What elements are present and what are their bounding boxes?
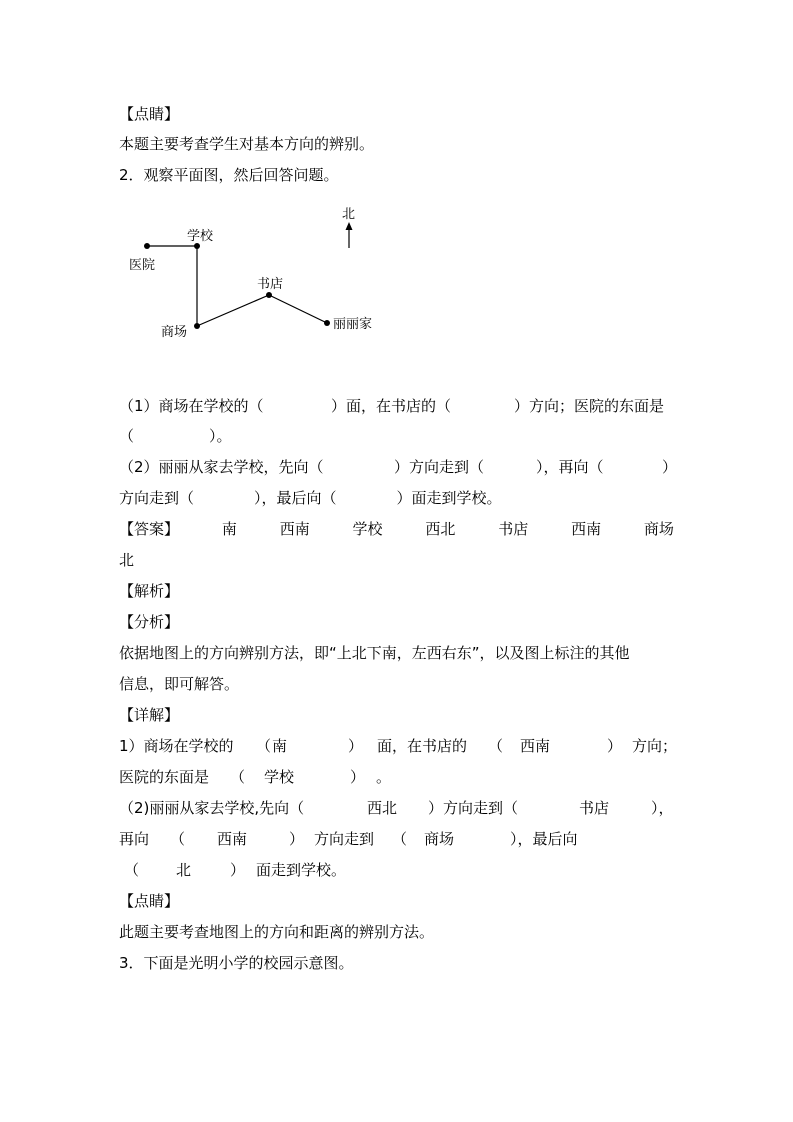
detail-r1-answer: 南 bbox=[272, 737, 288, 755]
answer-row bbox=[119, 519, 674, 539]
q2-line2: 方向走到（ ），最后向（ ）面走到学校。 bbox=[119, 489, 502, 507]
comment-body: 此题主要考查地图上的方向和距离的辨别方法。 bbox=[119, 923, 435, 941]
detail-r3-text: （2)丽丽从家去学校,先向（ bbox=[119, 799, 305, 817]
detail-r2-text: 医院的东面是 bbox=[119, 768, 210, 786]
hospital-point bbox=[144, 243, 150, 249]
fenxi-line2: 信息，即可解答。 bbox=[119, 675, 240, 693]
school-label: 学校 bbox=[187, 229, 214, 244]
detail-r1-paren: ） bbox=[607, 737, 623, 755]
q1-part-c: ）方向；医院的东面是 bbox=[514, 397, 665, 415]
detail-r4-text: 再向 bbox=[119, 830, 150, 848]
answer-item: 西南 bbox=[571, 520, 602, 538]
detail-r1-paren: （ bbox=[488, 737, 504, 755]
question3-stem: 3．下面是光明小学的校园示意图。 bbox=[119, 954, 354, 972]
detail-r1-paren: （ bbox=[256, 737, 272, 755]
detail-r1-text: 1）商场在学校的 bbox=[119, 737, 234, 755]
detail-r3-answer: 西北 bbox=[367, 799, 398, 817]
answer-item: 学校 bbox=[352, 520, 383, 538]
detail-r5-text: 面走到学校。 bbox=[256, 861, 347, 879]
detail-r5-paren: ） bbox=[230, 861, 246, 879]
detail-heading: 【详解】 bbox=[119, 706, 180, 724]
detail-r4-paren: ） bbox=[289, 830, 305, 848]
fenxi-heading: 【分析】 bbox=[119, 613, 180, 631]
q1-line2: （ ）。 bbox=[119, 427, 232, 445]
detail-r2-paren: （ bbox=[230, 768, 246, 786]
comment-heading: 【点睛】 bbox=[119, 892, 180, 910]
detail-r4-text: 方向走到 bbox=[314, 830, 375, 848]
answer-item: 西北 bbox=[425, 520, 456, 538]
hospital-label: 医院 bbox=[129, 258, 156, 273]
question2-stem: 2．观察平面图，然后回答问题。 bbox=[119, 166, 339, 184]
detail-r4-paren: （ bbox=[170, 830, 186, 848]
detail-r4-text: ），最后向 bbox=[510, 830, 578, 848]
detail-r4-paren: （ bbox=[392, 830, 408, 848]
answer-label: 【答案】 bbox=[119, 520, 180, 538]
q1-part-b: ）面，在书店的（ bbox=[331, 397, 452, 415]
detail-r3-text: ）， bbox=[651, 799, 674, 817]
detail-r2-text: 。 bbox=[376, 768, 392, 786]
detail-r1-paren: ） bbox=[348, 737, 364, 755]
north-label: 北 bbox=[342, 207, 356, 222]
detail-r3-answer: 书店 bbox=[579, 799, 610, 817]
analysis-heading: 【解析】 bbox=[119, 582, 180, 600]
q2-part-b: ）方向走到（ bbox=[394, 458, 485, 476]
detail-r5-answer: 北 bbox=[176, 861, 192, 879]
section1-body: 本题主要考查学生对基本方向的辨别。 bbox=[119, 135, 375, 153]
detail-r2-paren: ） bbox=[350, 768, 366, 786]
answer-item: 南 bbox=[221, 520, 237, 538]
mall-label: 商场 bbox=[161, 325, 188, 340]
answer-last: 北 bbox=[119, 551, 135, 569]
detail-r2-answer: 学校 bbox=[264, 768, 295, 786]
detail-r3-text: ）方向走到（ bbox=[428, 799, 519, 817]
bookstore-point bbox=[266, 292, 272, 298]
detail-r4-answer: 西南 bbox=[217, 830, 248, 848]
q2-part-d: ） bbox=[662, 458, 678, 476]
detail-r4-answer: 商场 bbox=[424, 830, 455, 848]
mall-point bbox=[194, 323, 200, 329]
q2-part-c: ），再向（ bbox=[536, 458, 604, 476]
bookstore-label: 书店 bbox=[257, 277, 284, 292]
answer-item: 商场 bbox=[643, 520, 674, 538]
detail-r1-text: 方向； bbox=[632, 737, 678, 755]
fenxi-line1: 依据地图上的方向辨别方法，即“上北下南，左西右东”，以及图上标注的其他 bbox=[119, 644, 630, 662]
north-arrowhead-icon bbox=[346, 222, 353, 230]
detail-r5-paren: （ bbox=[124, 861, 140, 879]
lili-home-point bbox=[324, 320, 330, 326]
detail-r1-text: 面，在书店的 bbox=[377, 737, 468, 755]
section1-heading: 【点睛】 bbox=[119, 105, 180, 123]
direction-map bbox=[119, 200, 399, 350]
q1-part-a: （1）商场在学校的（ bbox=[119, 397, 264, 415]
detail-r1-answer: 西南 bbox=[520, 737, 551, 755]
q2-part-a: （2）丽丽从家去学校，先向（ bbox=[119, 458, 324, 476]
answer-item: 西南 bbox=[279, 520, 310, 538]
lili-home-label: 丽丽家 bbox=[333, 317, 373, 332]
answer-item: 书店 bbox=[498, 520, 529, 538]
